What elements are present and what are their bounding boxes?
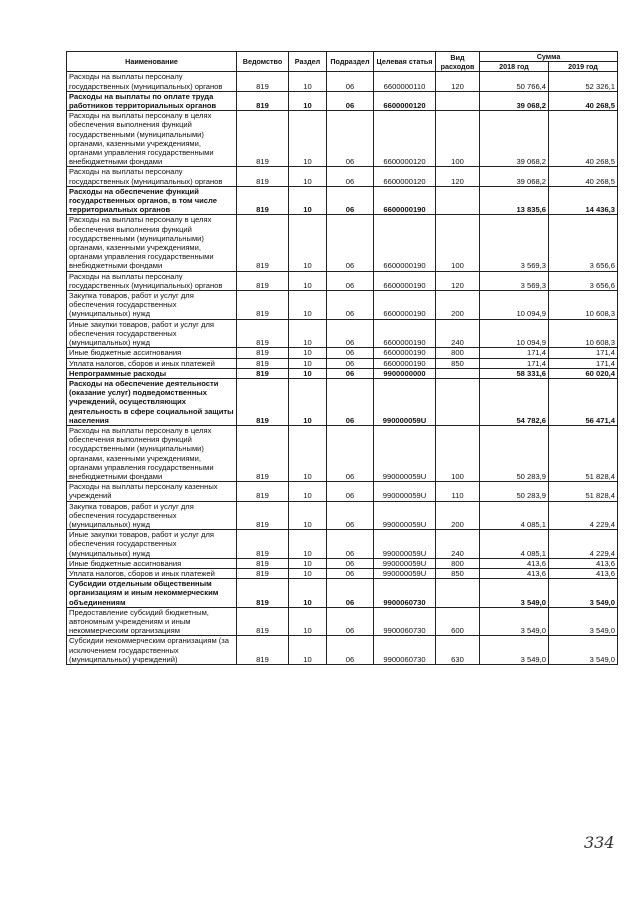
row-sum-2019: 52 326,1 — [549, 72, 618, 91]
row-vid-rashodov: 240 — [436, 319, 480, 348]
table-row — [67, 271, 618, 290]
row-sum-2018: 3 549,0 — [480, 636, 549, 665]
row-sum-2018: 171,4 — [480, 358, 549, 368]
row-vedomstvo: 819 — [237, 72, 289, 91]
row-vid-rashodov: 110 — [436, 482, 480, 501]
row-celevaya-statya: 6600000110 — [374, 72, 436, 91]
row-sum-2018: 39 068,2 — [480, 167, 549, 186]
table-row — [67, 111, 618, 167]
row-sum-2018: 50 283,9 — [480, 425, 549, 481]
row-razdel: 10 — [289, 291, 327, 320]
row-vedomstvo: 819 — [237, 271, 289, 290]
table-row — [67, 167, 618, 186]
row-celevaya-statya: 990000059U — [374, 425, 436, 481]
header-razdel: Раздел — [289, 52, 327, 72]
row-vedomstvo: 819 — [237, 91, 289, 110]
row-razdel: 10 — [289, 636, 327, 665]
row-razdel: 10 — [289, 215, 327, 271]
row-razdel: 10 — [289, 482, 327, 501]
row-sum-2018: 4 085,1 — [480, 530, 549, 559]
row-podrazdel: 06 — [327, 501, 374, 530]
row-razdel: 10 — [289, 72, 327, 91]
row-sum-2019: 56 471,4 — [549, 378, 618, 425]
row-sum-2019: 40 268,5 — [549, 167, 618, 186]
row-sum-2018: 171,4 — [480, 348, 549, 358]
row-celevaya-statya: 6600000190 — [374, 291, 436, 320]
row-celevaya-statya: 9900060730 — [374, 579, 436, 608]
row-sum-2019: 60 020,4 — [549, 368, 618, 378]
row-vedomstvo: 819 — [237, 568, 289, 578]
row-sum-2019: 14 436,3 — [549, 186, 618, 215]
row-podrazdel: 06 — [327, 378, 374, 425]
row-celevaya-statya: 6600000190 — [374, 186, 436, 215]
table-row — [67, 319, 618, 348]
row-vid-rashodov — [436, 579, 480, 608]
row-name: Расходы на выплаты персоналу государственных (муниципальных) органов — [67, 72, 237, 91]
row-vedomstvo: 819 — [237, 501, 289, 530]
row-celevaya-statya: 6600000120 — [374, 111, 436, 167]
row-name: Иные закупки товаров, работ и услуг для обеспечения государственных (муниципальных) нужд — [67, 530, 237, 559]
table-row — [67, 348, 618, 358]
row-podrazdel: 06 — [327, 215, 374, 271]
row-vid-rashodov: 120 — [436, 167, 480, 186]
table-row — [67, 501, 618, 530]
row-celevaya-statya: 990000059U — [374, 568, 436, 578]
table-row — [67, 530, 618, 559]
row-vid-rashodov: 100 — [436, 215, 480, 271]
row-sum-2018: 39 068,2 — [480, 91, 549, 110]
row-celevaya-statya: 6600000190 — [374, 358, 436, 368]
row-sum-2018: 50 283,9 — [480, 482, 549, 501]
row-name: Закупка товаров, работ и услуг для обеспечения государственных (муниципальных) нужд — [67, 501, 237, 530]
row-vid-rashodov — [436, 186, 480, 215]
row-podrazdel: 06 — [327, 319, 374, 348]
row-sum-2019: 413,6 — [549, 568, 618, 578]
row-sum-2019: 40 268,5 — [549, 111, 618, 167]
row-vedomstvo: 819 — [237, 636, 289, 665]
row-sum-2018: 3 569,3 — [480, 215, 549, 271]
row-vedomstvo: 819 — [237, 378, 289, 425]
table-row — [67, 368, 618, 378]
row-celevaya-statya: 6600000190 — [374, 215, 436, 271]
row-name: Расходы на выплаты персоналу в целях обеспечения выполнения функций государственными (муниципальными) органами, казенными учреждениями, органами управления государственными внебюджетными фондами — [67, 111, 237, 167]
row-vedomstvo: 819 — [237, 291, 289, 320]
row-celevaya-statya: 990000059U — [374, 558, 436, 568]
row-celevaya-statya: 990000059U — [374, 482, 436, 501]
row-vedomstvo: 819 — [237, 358, 289, 368]
row-vid-rashodov — [436, 378, 480, 425]
header-summa: Сумма — [480, 52, 618, 62]
row-vid-rashodov: 240 — [436, 530, 480, 559]
table-row — [67, 425, 618, 481]
row-razdel: 10 — [289, 271, 327, 290]
row-podrazdel: 06 — [327, 167, 374, 186]
row-razdel: 10 — [289, 568, 327, 578]
row-razdel: 10 — [289, 358, 327, 368]
table-row — [67, 91, 618, 110]
row-name: Иные бюджетные ассигнования — [67, 348, 237, 358]
header-year-2018: 2018 год — [480, 62, 549, 72]
table-row — [67, 607, 618, 636]
row-sum-2018: 13 835,6 — [480, 186, 549, 215]
row-vedomstvo: 819 — [237, 425, 289, 481]
row-vid-rashodov: 850 — [436, 568, 480, 578]
row-vid-rashodov: 630 — [436, 636, 480, 665]
row-name: Расходы на обеспечение функций государственных органов, в том числе территориальных органов — [67, 186, 237, 215]
row-sum-2019: 3 656,6 — [549, 271, 618, 290]
row-name: Уплата налогов, сборов и иных платежей — [67, 568, 237, 578]
row-sum-2018: 39 068,2 — [480, 111, 549, 167]
row-vedomstvo: 819 — [237, 558, 289, 568]
row-celevaya-statya: 6600000190 — [374, 319, 436, 348]
row-sum-2019: 171,4 — [549, 348, 618, 358]
row-razdel: 10 — [289, 167, 327, 186]
row-celevaya-statya: 990000059U — [374, 378, 436, 425]
row-vedomstvo: 819 — [237, 368, 289, 378]
row-vid-rashodov: 800 — [436, 348, 480, 358]
row-razdel: 10 — [289, 111, 327, 167]
table-row — [67, 358, 618, 368]
row-vid-rashodov: 100 — [436, 111, 480, 167]
table-row — [67, 215, 618, 271]
row-sum-2018: 413,6 — [480, 568, 549, 578]
row-razdel: 10 — [289, 378, 327, 425]
row-razdel: 10 — [289, 579, 327, 608]
header-vedomstvo: Ведомство — [237, 52, 289, 72]
row-podrazdel: 06 — [327, 482, 374, 501]
row-sum-2018: 58 331,6 — [480, 368, 549, 378]
row-podrazdel: 06 — [327, 425, 374, 481]
row-name: Субсидии отдельным общественным организациям и иным некоммерческим объединениям — [67, 579, 237, 608]
row-razdel: 10 — [289, 319, 327, 348]
table-row — [67, 636, 618, 665]
row-celevaya-statya: 9900060730 — [374, 636, 436, 665]
table-row — [67, 558, 618, 568]
table-row — [67, 72, 618, 91]
row-sum-2019: 3 549,0 — [549, 607, 618, 636]
row-celevaya-statya: 990000059U — [374, 501, 436, 530]
header-celevaya-statya: Целевая статья — [374, 52, 436, 72]
row-sum-2018: 10 094,9 — [480, 319, 549, 348]
row-name: Уплата налогов, сборов и иных платежей — [67, 358, 237, 368]
budget-table — [66, 51, 618, 665]
row-celevaya-statya: 6600000190 — [374, 271, 436, 290]
row-vid-rashodov: 120 — [436, 271, 480, 290]
row-name: Предоставление субсидий бюджетным, автономным учреждениям и иным некоммерческим организациям — [67, 607, 237, 636]
page-number: 334 — [584, 833, 615, 852]
row-celevaya-statya: 6600000120 — [374, 91, 436, 110]
row-podrazdel: 06 — [327, 368, 374, 378]
row-vid-rashodov: 100 — [436, 425, 480, 481]
row-name: Расходы на выплаты персоналу в целях обеспечения выполнения функций государственными (муниципальными) органами, казенными учреждениями, органами управления государственными внебюджетными фондами — [67, 215, 237, 271]
row-sum-2019: 3 549,0 — [549, 636, 618, 665]
row-podrazdel: 06 — [327, 579, 374, 608]
row-vid-rashodov: 200 — [436, 291, 480, 320]
row-podrazdel: 06 — [327, 636, 374, 665]
row-celevaya-statya: 990000059U — [374, 530, 436, 559]
row-podrazdel: 06 — [327, 271, 374, 290]
row-vid-rashodov: 850 — [436, 358, 480, 368]
row-sum-2019: 10 608,3 — [549, 291, 618, 320]
row-celevaya-statya: 9900060730 — [374, 607, 436, 636]
row-podrazdel: 06 — [327, 568, 374, 578]
header-year-2019: 2019 год — [549, 62, 618, 72]
row-podrazdel: 06 — [327, 607, 374, 636]
row-razdel: 10 — [289, 558, 327, 568]
table-row — [67, 568, 618, 578]
row-vedomstvo: 819 — [237, 215, 289, 271]
row-sum-2018: 4 085,1 — [480, 501, 549, 530]
row-vid-rashodov — [436, 91, 480, 110]
row-celevaya-statya: 9900000000 — [374, 368, 436, 378]
row-razdel: 10 — [289, 501, 327, 530]
header-podrazdel: Подраздел — [327, 52, 374, 72]
row-sum-2019: 4 229,4 — [549, 530, 618, 559]
header-vid-rashodov: Вид расходов — [436, 52, 480, 72]
row-podrazdel: 06 — [327, 186, 374, 215]
row-vid-rashodov: 200 — [436, 501, 480, 530]
row-vedomstvo: 819 — [237, 607, 289, 636]
row-celevaya-statya: 6600000190 — [374, 348, 436, 358]
row-name: Расходы на обеспечение деятельности (оказание услуг) подведомственных учреждений, осуществляющих деятельность в сфере социальной защиты населения — [67, 378, 237, 425]
row-razdel: 10 — [289, 91, 327, 110]
row-name: Непрограммные расходы — [67, 368, 237, 378]
row-name: Закупка товаров, работ и услуг для обеспечения государственных (муниципальных) нужд — [67, 291, 237, 320]
row-razdel: 10 — [289, 425, 327, 481]
row-razdel: 10 — [289, 186, 327, 215]
row-name: Субсидии некоммерческим организациям (за исключением государственных (муниципальных) учреждений) — [67, 636, 237, 665]
table-row — [67, 579, 618, 608]
row-sum-2019: 171,4 — [549, 358, 618, 368]
row-celevaya-statya: 6600000120 — [374, 167, 436, 186]
row-podrazdel: 06 — [327, 358, 374, 368]
row-sum-2019: 40 268,5 — [549, 91, 618, 110]
row-vedomstvo: 819 — [237, 348, 289, 358]
row-podrazdel: 06 — [327, 348, 374, 358]
row-sum-2018: 3 549,0 — [480, 579, 549, 608]
row-sum-2019: 3 549,0 — [549, 579, 618, 608]
row-vid-rashodov — [436, 368, 480, 378]
row-name: Расходы на выплаты по оплате труда работников территориальных органов — [67, 91, 237, 110]
row-sum-2019: 51 828,4 — [549, 425, 618, 481]
row-vedomstvo: 819 — [237, 530, 289, 559]
row-vid-rashodov: 600 — [436, 607, 480, 636]
row-sum-2018: 10 094,9 — [480, 291, 549, 320]
row-podrazdel: 06 — [327, 91, 374, 110]
row-podrazdel: 06 — [327, 558, 374, 568]
row-sum-2019: 51 828,4 — [549, 482, 618, 501]
row-vedomstvo: 819 — [237, 482, 289, 501]
row-sum-2019: 413,6 — [549, 558, 618, 568]
row-vid-rashodov: 120 — [436, 72, 480, 91]
row-vedomstvo: 819 — [237, 579, 289, 608]
row-razdel: 10 — [289, 348, 327, 358]
row-sum-2018: 54 782,6 — [480, 378, 549, 425]
row-vedomstvo: 819 — [237, 167, 289, 186]
table-row — [67, 186, 618, 215]
row-vedomstvo: 819 — [237, 111, 289, 167]
row-razdel: 10 — [289, 530, 327, 559]
row-sum-2019: 10 608,3 — [549, 319, 618, 348]
row-name: Расходы на выплаты персоналу государственных (муниципальных) органов — [67, 271, 237, 290]
row-name: Расходы на выплаты персоналу казенных учреждений — [67, 482, 237, 501]
row-name: Расходы на выплаты персоналу государственных (муниципальных) органов — [67, 167, 237, 186]
row-name: Иные закупки товаров, работ и услуг для обеспечения государственных (муниципальных) нужд — [67, 319, 237, 348]
row-sum-2019: 3 656,6 — [549, 215, 618, 271]
row-sum-2018: 413,6 — [480, 558, 549, 568]
table-row — [67, 482, 618, 501]
header-name: Наименование — [67, 52, 237, 72]
row-podrazdel: 06 — [327, 111, 374, 167]
row-name: Расходы на выплаты персоналу в целях обеспечения выполнения функций государственными (муниципальными) органами, казенными учреждениями, органами управления государственными внебюджетными фондами — [67, 425, 237, 481]
row-vedomstvo: 819 — [237, 186, 289, 215]
row-podrazdel: 06 — [327, 72, 374, 91]
row-razdel: 10 — [289, 368, 327, 378]
table-row — [67, 291, 618, 320]
row-vid-rashodov: 800 — [436, 558, 480, 568]
row-sum-2018: 3 569,3 — [480, 271, 549, 290]
row-sum-2018: 50 766,4 — [480, 72, 549, 91]
row-vedomstvo: 819 — [237, 319, 289, 348]
row-sum-2018: 3 549,0 — [480, 607, 549, 636]
row-razdel: 10 — [289, 607, 327, 636]
row-name: Иные бюджетные ассигнования — [67, 558, 237, 568]
row-podrazdel: 06 — [327, 291, 374, 320]
table-row — [67, 378, 618, 425]
row-sum-2019: 4 229,4 — [549, 501, 618, 530]
row-podrazdel: 06 — [327, 530, 374, 559]
